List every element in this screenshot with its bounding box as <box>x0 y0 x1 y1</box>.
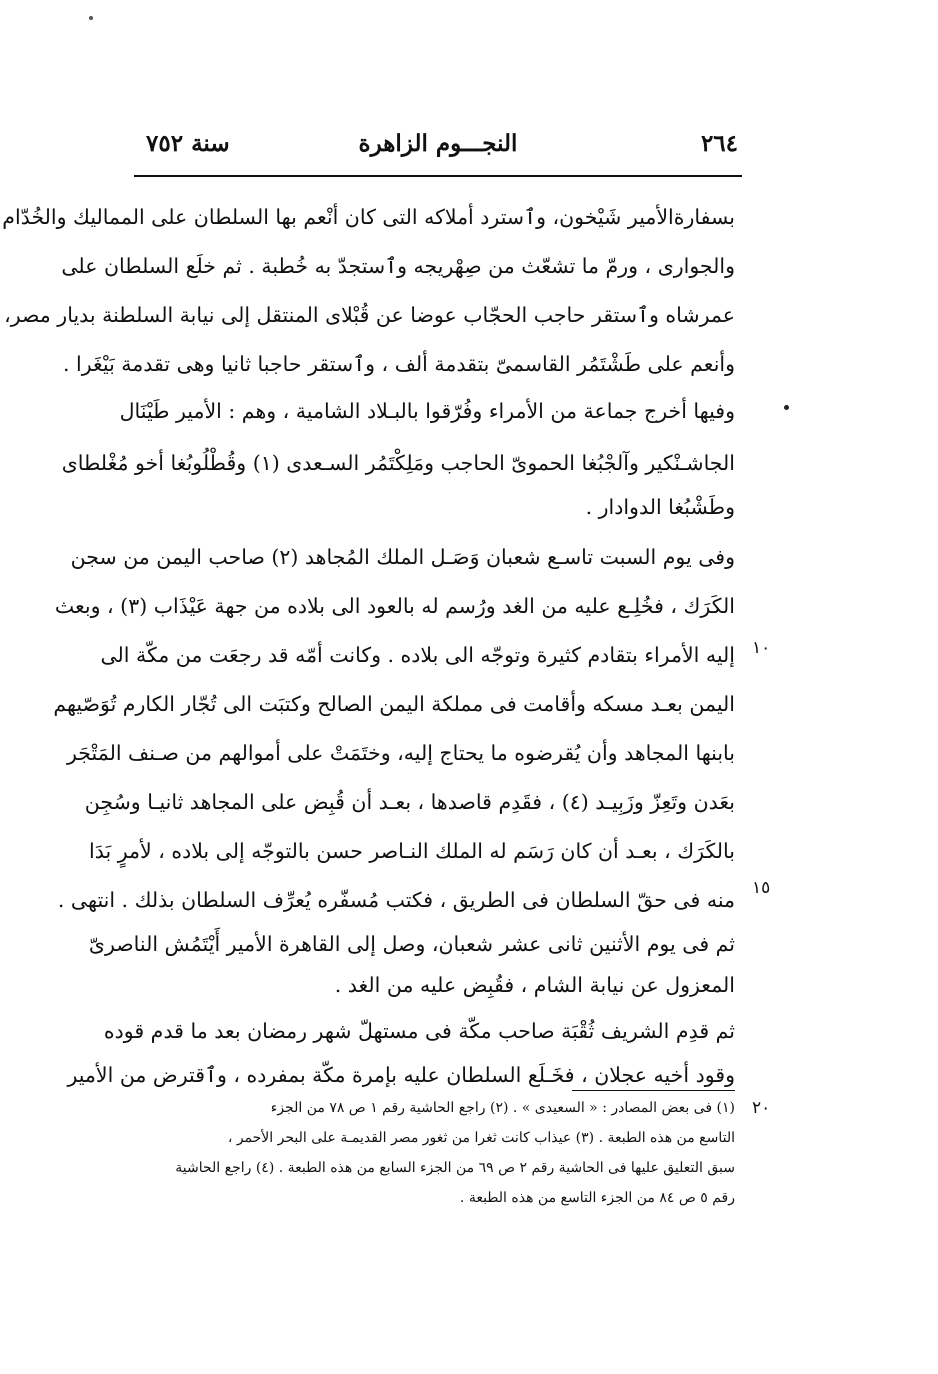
book-title: النجـــوم الزاهرة <box>358 130 518 157</box>
year-label: سنة ٧٥٢ <box>146 130 230 157</box>
text-line: وطَشْبُغا الدوادار . <box>585 495 735 519</box>
line-number-15: ١٥ <box>752 878 771 898</box>
text-line: اليمن بعـد مسكه وأقامت فى مملكة اليمن الصالح وكتبَت الى تُجّار الكارم تُوَصّيهم <box>53 692 735 716</box>
header-rule <box>134 175 742 177</box>
footnote-line: (١) فى بعض المصادر : « السعيدى » . (٢) راجع الحاشية رقم ١ ص ٧٨ من الجزء <box>270 1100 735 1116</box>
footnote-line: التاسع من هذه الطبعة . (٣) عيذاب كانت ثغرا من ثغور مصر القديمـة على البحر الأحمر ، <box>227 1130 735 1146</box>
text-line: منه فى حقّ السلطان فى الطريق ، فكتب مُسفّره يُعرِّف السلطان بذلك . انتهى . <box>57 888 735 912</box>
footnote-rule <box>572 1090 735 1091</box>
scan-dot <box>89 16 93 20</box>
paragraph-marker <box>784 405 789 410</box>
page-number: ٢٦٤ <box>700 130 738 157</box>
text-line: وأنعم على طَشْتَمُر القاسمىّ بتقدمة ألف ، وٱستقر حاجبا ثانيا وهى تقدمة بَيْغَرا . <box>62 352 735 376</box>
text-line: بسفارةالأمير شَيْخون، وٱسترد أملاكه التى كان أنْعم بها السلطان على المماليك والخُدّام <box>2 205 735 229</box>
text-line: إليه الأمراء بتقادم كثيرة وتوجّه الى بلاده . وكانت أمّه قد رجعَت من مكّة الى <box>100 643 735 667</box>
text-line: بابنها المجاهد وأن يُقرضوه ما يحتاج إليه، وختَمَتْ على أموالهم من صـنف المَتْجَر <box>67 741 735 765</box>
text-line: وفيها أخرج جماعة من الأمراء وفُرّقوا بالبـلاد الشامية ، وهم : الأمير طَيْنَال <box>119 399 735 423</box>
text-line: والجوارى ، ورمّ ما تشعّث من صِهْريجه وٱستجدّ به خُطبة . ثم خلَع السلطان على <box>61 254 735 278</box>
footnote-line: سبق التعليق عليها فى الحاشية رقم ٢ ص ٦٩ من الجزء السابع من هذه الطبعة . (٤) راجع الحاشية <box>175 1160 735 1176</box>
running-head <box>134 126 742 170</box>
line-number-10: ١٠ <box>752 638 771 658</box>
line-number-20: ٢٠ <box>752 1098 771 1118</box>
text-line: بعَدن وتَعِزّ وزَبِيـد (٤) ، فقَدِم قاصدها ، بعـد أن قُبِض على المجاهد ثانيـا وسُجِن <box>84 790 735 814</box>
text-line: الجاشـنْكير وآلجْبُغا الحموىّ الحاجب ومَلِكْتَمُر السـعدى (١) وقُطْلُوبُغا أخو مُغْلطاى <box>61 451 735 475</box>
text-line: ثم فى يوم الأثنين ثانى عشر شعبان، وصل إلى القاهرة الأمير أَيْتَمُش الناصرىّ <box>88 932 735 956</box>
text-line: وفى يوم السبت تاسـع شعبان وَصَـل الملك المُجاهد (٢) صاحب اليمن من سجن <box>70 545 735 569</box>
text-line: المعزول عن نيابة الشام ، فقُبِض عليه من الغد . <box>334 973 735 997</box>
text-line: ثم قدِم الشريف ثُقْبَة صاحب مكّة فى مستهلّ شهر رمضان بعد ما قدم قوده <box>103 1019 735 1043</box>
text-line: الكَرَك ، فخُلِـع عليه من الغد ورُسم له بالعود الى بلاده من جهة عَيْذَاب (٣) ، وبعث <box>54 594 735 618</box>
text-line: عمرشاه وٱستقر حاجب الحجّاب عوضا عن قُبْلاى المنتقل إلى نيابة السلطنة بديار مصر، <box>4 303 735 327</box>
footnote-line: رقم ٥ ص ٨٤ من الجزء التاسع من هذه الطبعة . <box>459 1190 735 1206</box>
text-line: وقود أخيه عجلان ، فخَـلَع السلطان عليه بإمرة مكّة بمفرده ، وٱقترض من الأمير <box>67 1063 735 1087</box>
text-line: بالكَرَك ، بعـد أن كان رَسَم له الملك النـاصر حسن بالتوجّه إلى بلاده ، لأمرٍ بَدَا <box>89 839 735 863</box>
